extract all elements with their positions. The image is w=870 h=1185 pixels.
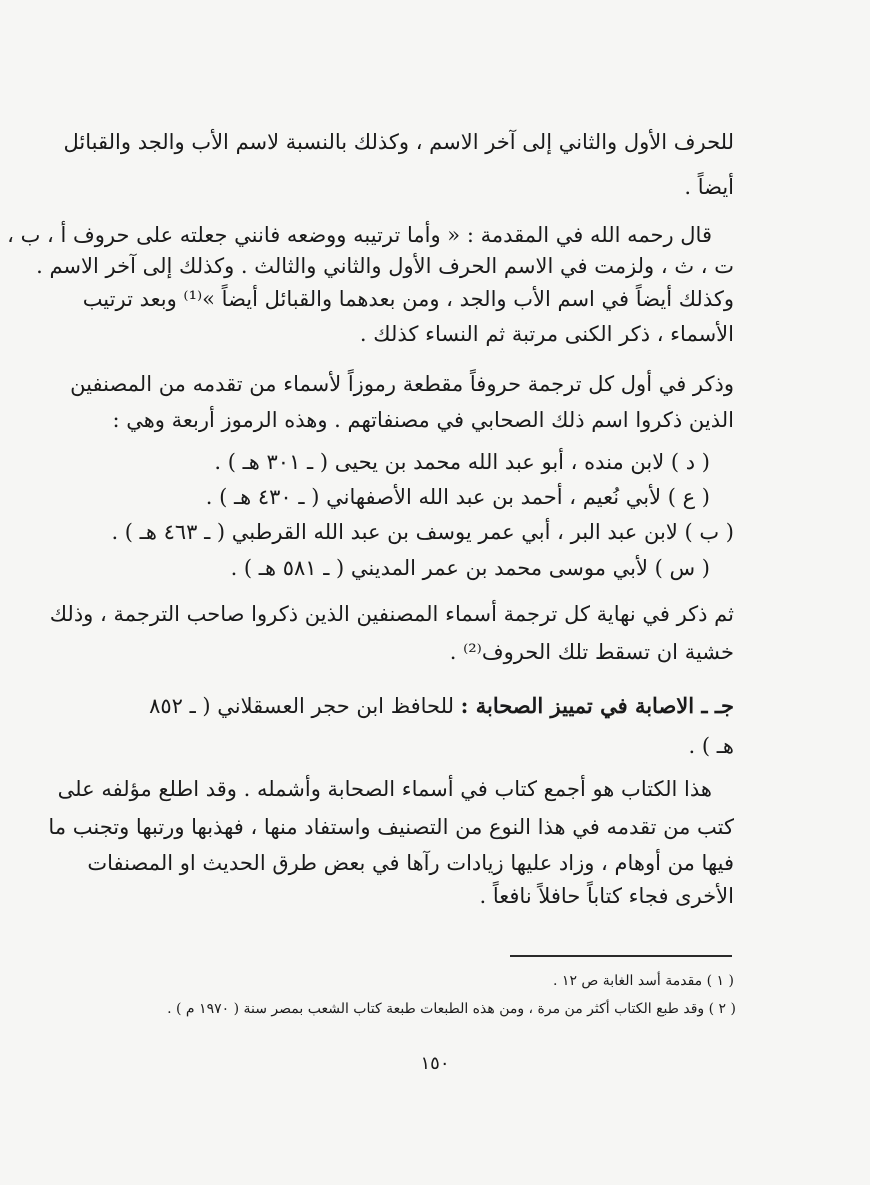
paragraph-line: وذكر في أول كل ترجمة حروفاً مقطعة رموزاً لأسماء من تقدمه من المصنفين: [70, 372, 734, 396]
paragraph-line: الأخرى فجاء كتاباً حافلاً نافعاً .: [479, 884, 734, 908]
footnote-divider: [510, 955, 732, 957]
paragraph-line: فيها من أوهام ، وزاد عليها زيادات رآها في بعض طرق الحديث او المصنفات: [87, 851, 734, 875]
footnote: ( ٢ ) وقد طبع الكتاب أكثر من مرة ، ومن هذه الطبعات طبعة كتاب الشعب بمصر سنة ( ١٩٧٠ م ) .: [167, 1001, 736, 1017]
page-number: ١٥٠: [420, 1053, 450, 1074]
heading-author: للحافظ ابن حجر العسقلاني ( ـ ٨٥٢: [149, 694, 461, 718]
paragraph-line: أيضاً .: [684, 175, 734, 199]
paragraph-line: الذين ذكروا اسم ذلك الصحابي في مصنفاتهم . وهذه الرموز أربعة وهي :: [112, 408, 734, 432]
paragraph-line: ت ، ث ، ولزمت في الاسم الحرف الأول والثاني والثالث . وكذلك إلى آخر الاسم .: [36, 254, 734, 278]
section-heading: [149, 690, 734, 722]
heading-title: جـ ـ الاصابة في تمييز الصحابة :: [460, 693, 734, 718]
footnote: ( ١ ) مقدمة أسد الغابة ص ١٢ .: [553, 973, 734, 989]
symbol-item: ( س ) لأبي موسى محمد بن عمر المديني ( ـ ٥٨١ هـ ) .: [230, 556, 710, 580]
paragraph-line: للحرف الأول والثاني إلى آخر الاسم ، وكذلك بالنسبة لاسم الأب والجد والقبائل: [63, 130, 734, 154]
symbol-item: ( د ) لابن منده ، أبو عبد الله محمد بن يحيى ( ـ ٣٠١ هـ ) .: [214, 450, 710, 474]
symbol-item: ( ب ) لابن عبد البر ، أبي عمر يوسف بن عبد الله القرطبي ( ـ ٤٦٣ هـ ) .: [111, 520, 734, 544]
paragraph-line: ثم ذكر في نهاية كل ترجمة أسماء المصنفين الذين ذكروا صاحب الترجمة ، وذلك: [49, 602, 734, 626]
paragraph-line: خشية ان تسقط تلك الحروف⁽²⁾ .: [449, 640, 734, 664]
paragraph-line: قال رحمه الله في المقدمة : « وأما ترتيبه ووضعه فانني جعلته على حروف أ ، ب ،: [7, 223, 712, 247]
paragraph-line: الأسماء ، ذكر الكنى مرتبة ثم النساء كذلك .: [359, 322, 734, 346]
paragraph-line: كتب من تقدمه في هذا النوع من التصنيف واستفاد منها ، فهذبها ورتبها وتجنب ما: [48, 815, 734, 839]
paragraph-line: وكذلك أيضاً في اسم الأب والجد ، ومن بعدهما والقبائل أيضاً »⁽¹⁾ وبعد ترتيب: [82, 287, 734, 311]
paragraph-line: هذا الكتاب هو أجمع كتاب في أسماء الصحابة وأشمله . وقد اطلع مؤلفه على: [57, 777, 712, 801]
symbol-item: ( ع ) لأبي نُعيم ، أحمد بن عبد الله الأصفهاني ( ـ ٤٣٠ هـ ) .: [205, 485, 710, 509]
heading-continuation: هـ ) .: [688, 734, 734, 758]
